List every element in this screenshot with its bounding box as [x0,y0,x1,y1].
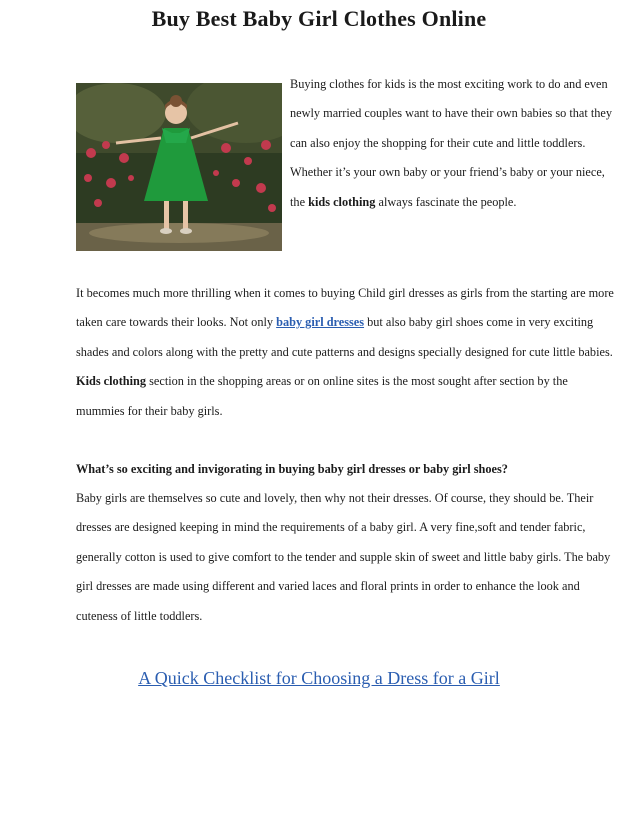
page-title: Buy Best Baby Girl Clothes Online [151,6,487,31]
paragraph-child-dresses [76,279,616,426]
paragraph2-text: It becomes much more thrilling when it comes to buying Child girl dresses as girls from the starting are more taken care towards their looks. Not only [76,286,614,330]
intro-bold-kids-clothing: kids clothing [308,194,376,209]
checklist-link[interactable] [0,668,638,689]
girl-in-green-dress-photo [76,83,282,251]
intro-paragraph [290,70,620,217]
paragraph2-bold-kids-clothing: Kids clothing [76,374,147,389]
paragraph2-text-middle: but also baby girl shoes come in very exciting shades and colors along with the pretty and cute patterns and designs specially designed for cute little babies. [76,315,613,359]
intro-text-end: always fascinate the people. [375,194,517,209]
paragraph-baby-girls: Baby girls are themselves so cute and lovely, then why not their dresses. Of course, they should be. Their dresses are designed keeping in mind the requirements of a baby girl. A very fine,soft and tender fabric, generally cotton is used to give comfort to the tender and supple skin of sweet and little baby girls. The baby girl dresses are made using different and varied laces and floral prints in order to enhance the look and cuteness of little toddlers. [76,491,611,623]
intro-text: Buying clothes for kids is the most exciting work to do and even newly married couples want to have their own babies so that they can also enjoy the shopping for their cute and little toddlers. Whether it’s your own baby or your friend’s baby or your niece, the [290,77,613,209]
paragraph2-text-end: section in the shopping areas or on online sites is the most sought after section by the mummies for their baby girls. [76,374,568,418]
checklist-link-text[interactable]: A Quick Checklist for Choosing a Dress for a Girl [138,668,500,688]
baby-girl-dresses-link[interactable]: baby girl dresses [276,315,365,330]
question-heading: What’s so exciting and invigorating in buying baby girl dresses or baby girl shoes? [76,462,508,476]
